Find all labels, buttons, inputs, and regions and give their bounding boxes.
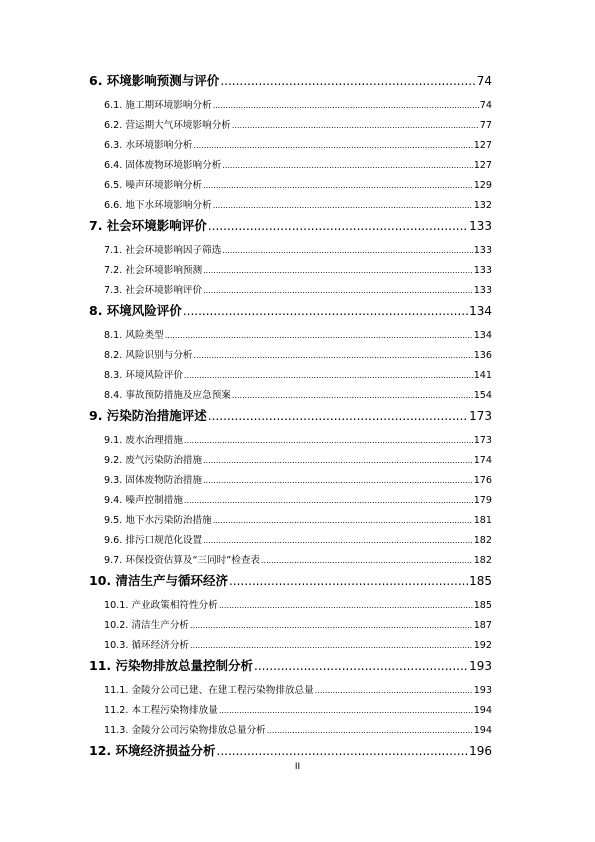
dot-leader [194, 346, 473, 366]
toc-entry-page-number: 182 [473, 555, 492, 566]
toc-entry-page-number: 173 [473, 435, 492, 446]
dot-leader [203, 261, 473, 281]
dot-leader [222, 156, 472, 176]
toc-section-entry[interactable] [89, 721, 492, 741]
toc-entry-title: 6.5. 噪声环境影响分析 [104, 180, 203, 191]
toc-section-entry[interactable] [89, 596, 492, 616]
toc-entry-page-number: 193 [469, 659, 492, 673]
toc-entry-title: 10.3. 循环经济分析 [104, 640, 190, 651]
toc-entry-page-number: 192 [473, 640, 492, 651]
dot-leader [220, 71, 475, 91]
dot-leader [229, 571, 468, 591]
toc-entry-page-number: 133 [473, 245, 492, 256]
toc-entry-title: 11.1. 金陵分公司已建、在建工程污染物排放总量 [104, 685, 314, 696]
dot-leader [203, 176, 473, 196]
toc-entry-title: 6.1. 施工期环境影响分析 [104, 100, 212, 111]
dot-leader [232, 386, 473, 406]
dot-leader [184, 366, 473, 386]
toc-chapter-entry[interactable] [89, 301, 492, 326]
toc-section-entry[interactable] [89, 326, 492, 346]
toc-entry-page-number: 136 [473, 350, 492, 361]
toc-entry-title: 9.2. 废气污染防治措施 [104, 455, 203, 466]
toc-section-entry[interactable] [89, 701, 492, 721]
toc-entry-page-number: 174 [473, 455, 492, 466]
toc-entry-title: 6. 环境影响预测与评价 [89, 73, 220, 88]
toc-entry-page-number: 134 [469, 304, 492, 318]
toc-entry-page-number: 133 [469, 219, 492, 233]
toc-section-entry[interactable] [89, 681, 492, 701]
toc-entry-title: 9.6. 排污口规范化设置 [104, 535, 203, 546]
toc-entry-title: 10.1. 产业政策相符性分析 [104, 600, 218, 611]
toc-entry-title: 11.3. 金陵分公司污染物排放总量分析 [104, 725, 266, 736]
page-number: II [294, 762, 301, 772]
toc-section-entry[interactable] [89, 196, 492, 216]
dot-leader [261, 551, 473, 571]
toc-entry-title: 9.1. 废水治理措施 [104, 435, 183, 446]
toc-entry-title: 8.1. 风险类型 [104, 330, 164, 341]
dot-leader [208, 406, 468, 426]
dot-leader [208, 216, 468, 236]
toc-entry-page-number: 74 [476, 74, 492, 88]
toc-section-entry[interactable] [89, 346, 492, 366]
toc-entry-title: 7.3. 社会环境影响评价 [104, 285, 203, 296]
toc-entry-title: 9. 污染防治措施评述 [89, 408, 207, 423]
dot-leader [219, 701, 473, 721]
toc-entry-title: 9.4. 噪声控制措施 [104, 495, 183, 506]
toc-entry-page-number: 179 [473, 495, 492, 506]
toc-section-entry[interactable] [89, 136, 492, 156]
toc-entry-title: 7.1. 社会环境影响因子筛选 [104, 245, 222, 256]
dot-leader [222, 241, 472, 261]
toc-entry-page-number: 154 [473, 390, 492, 401]
toc-entry-page-number: 132 [473, 200, 492, 211]
toc-entry-page-number: 74 [479, 100, 492, 111]
toc-chapter-entry[interactable] [89, 571, 492, 596]
toc-section-entry[interactable] [89, 366, 492, 386]
dot-leader [203, 471, 473, 491]
toc-entry-title: 6.4. 固体废物环境影响分析 [104, 160, 222, 171]
dot-leader [165, 326, 473, 346]
dot-leader [232, 116, 479, 136]
toc-entry-title: 11. 污染物排放总量控制分析 [89, 658, 253, 673]
toc-entry-page-number: 77 [479, 120, 492, 131]
toc-entry-page-number: 185 [469, 574, 492, 588]
dot-leader [203, 451, 473, 471]
dot-leader [194, 136, 473, 156]
dot-leader [315, 681, 473, 701]
toc-entry-title: 9.7. 环保投资估算及“三同时”检查表 [104, 555, 261, 566]
toc-entry-title: 9.3. 固体废物防治措施 [104, 475, 203, 486]
toc-entry-page-number: 185 [473, 600, 492, 611]
toc-chapter-entry[interactable] [89, 216, 492, 241]
toc-section-entry[interactable] [89, 241, 492, 261]
toc-entry-page-number: 194 [473, 725, 492, 736]
dot-leader [183, 301, 468, 321]
toc-chapter-entry[interactable] [89, 71, 492, 96]
toc-entry-title: 8.3. 环境风险评价 [104, 370, 183, 381]
toc-chapter-entry[interactable] [89, 406, 492, 431]
toc-entry-title: 7.2. 社会环境影响预测 [104, 265, 203, 276]
dot-leader [190, 636, 473, 656]
toc-entry-page-number: 141 [473, 370, 492, 381]
toc-section-entry[interactable] [89, 636, 492, 656]
dot-leader [213, 96, 479, 116]
toc-entry-title: 8.4. 事故预防措施及应急预案 [104, 390, 231, 401]
dot-leader [217, 741, 469, 761]
toc-entry-page-number: 194 [473, 705, 492, 716]
dot-leader [184, 491, 473, 511]
toc-entry-title: 10.2. 清洁生产分析 [104, 620, 190, 631]
toc-section-entry[interactable] [89, 471, 492, 491]
toc-entry-page-number: 129 [473, 180, 492, 191]
toc-entry-page-number: 127 [473, 140, 492, 151]
toc-section-entry[interactable] [89, 156, 492, 176]
dot-leader [184, 431, 473, 451]
toc-entry-page-number: 181 [473, 515, 492, 526]
toc-entry-title: 9.5. 地下水污染防治措施 [104, 515, 212, 526]
toc-entry-title: 6.3. 水环境影响分析 [104, 140, 193, 151]
toc-entry-title: 8.2. 风险识别与分析 [104, 350, 193, 361]
toc-entry-page-number: 133 [473, 265, 492, 276]
toc-entry-title: 11.2. 本工程污染物排放量 [104, 705, 218, 716]
toc-entry-title: 10. 清洁生产与循环经济 [89, 573, 228, 588]
toc-section-entry[interactable] [89, 431, 492, 451]
dot-leader [213, 511, 473, 531]
dot-leader [213, 196, 473, 216]
toc-entry-title: 8. 环境风险评价 [89, 303, 182, 318]
toc-entry-title: 6.2. 营运期大气环境影响分析 [104, 120, 231, 131]
toc-section-entry[interactable] [89, 491, 492, 511]
toc-entry-title: 7. 社会环境影响评价 [89, 218, 207, 233]
dot-leader [190, 616, 473, 636]
toc-section-entry[interactable] [89, 176, 492, 196]
toc-section-entry[interactable] [89, 551, 492, 571]
toc-entry-page-number: 182 [473, 535, 492, 546]
toc-entry-page-number: 134 [473, 330, 492, 341]
toc-section-entry[interactable] [89, 116, 492, 136]
toc-section-entry[interactable] [89, 531, 492, 551]
toc-entry-title: 6.6. 地下水环境影响分析 [104, 200, 212, 211]
toc-entry-page-number: 196 [469, 744, 492, 758]
toc-entry-page-number: 133 [473, 285, 492, 296]
toc-section-entry[interactable] [89, 281, 492, 301]
toc-entry-page-number: 193 [473, 685, 492, 696]
toc-entry-page-number: 173 [469, 409, 492, 423]
toc-section-entry[interactable] [89, 386, 492, 406]
toc-entry-title: 12. 环境经济损益分析 [89, 743, 216, 758]
dot-leader [219, 596, 473, 616]
dot-leader [254, 656, 468, 676]
dot-leader [267, 721, 473, 741]
toc-section-entry[interactable] [89, 451, 492, 471]
toc-entry-page-number: 176 [473, 475, 492, 486]
dot-leader [203, 281, 473, 301]
table-of-contents [89, 71, 492, 766]
toc-entry-page-number: 187 [473, 620, 492, 631]
toc-chapter-entry[interactable] [89, 656, 492, 681]
dot-leader [203, 531, 473, 551]
toc-section-entry[interactable] [89, 96, 492, 116]
toc-section-entry[interactable] [89, 511, 492, 531]
toc-entry-page-number: 127 [473, 160, 492, 171]
toc-section-entry[interactable] [89, 616, 492, 636]
toc-section-entry[interactable] [89, 261, 492, 281]
